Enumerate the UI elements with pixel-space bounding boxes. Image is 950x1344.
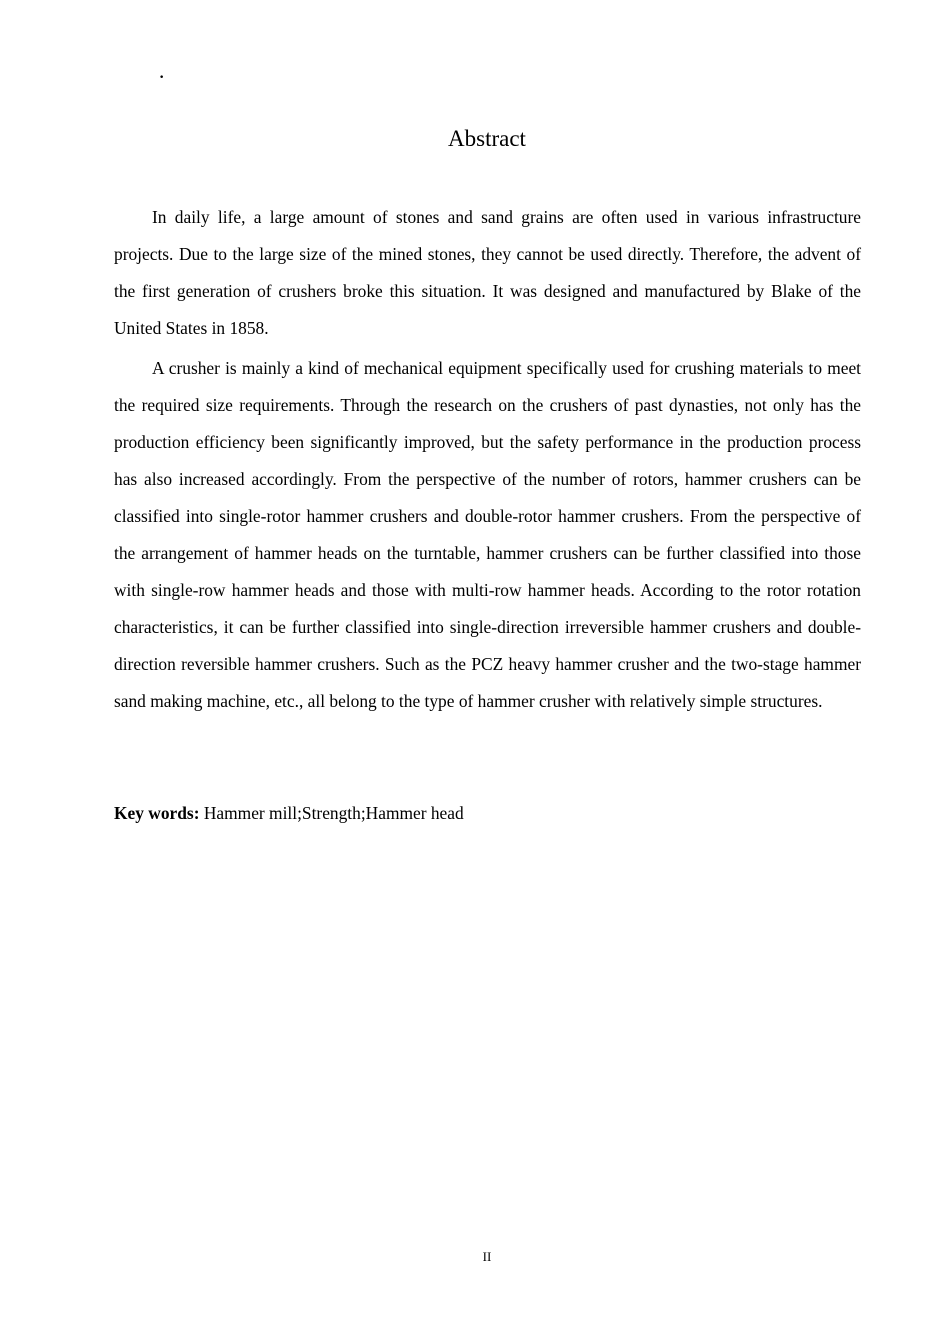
page-marker: · <box>158 64 166 89</box>
abstract-paragraph-2: A crusher is mainly a kind of mechanical equipment specifically used for crushing materials to meet the required size requirements. Through the research on the crushers of past dynasties, not only has the production efficiency been significantly improved, but the safety performance in the production process has also increased accordingly. From the perspective of the number of rotors, hammer crushers can be classified into single-rotor hammer crushers and double-rotor hammer crushers. From the perspective of the arrangement of hammer heads on the turntable, hammer crushers can be further classified into those with single-row hammer heads and those with multi-row hammer heads. According to the rotor rotation characteristics, it can be further classified into single-direction irreversible hammer crushers and double-direction reversible hammer crushers. Such as the PCZ heavy hammer crusher and the two-stage hammer sand making machine, etc., all belong to the type of hammer crusher with relatively simple structures. <box>114 358 861 711</box>
abstract-paragraph-1: In daily life, a large amount of stones and sand grains are often used in various infrastructure projects. Due to the large size of the mined stones, they cannot be used directly. Therefore, the advent of the first generation of crushers broke this situation. It was designed and manufactured by Blake of the United States in 1858. <box>114 207 861 338</box>
page-title: Abstract <box>448 126 526 151</box>
keywords-value: Hammer mill;Strength;Hammer head <box>203 803 464 823</box>
keywords-line <box>114 798 861 828</box>
keywords-label: Key words: <box>114 803 200 823</box>
page-number: II <box>482 1249 492 1264</box>
abstract-body <box>114 199 861 720</box>
